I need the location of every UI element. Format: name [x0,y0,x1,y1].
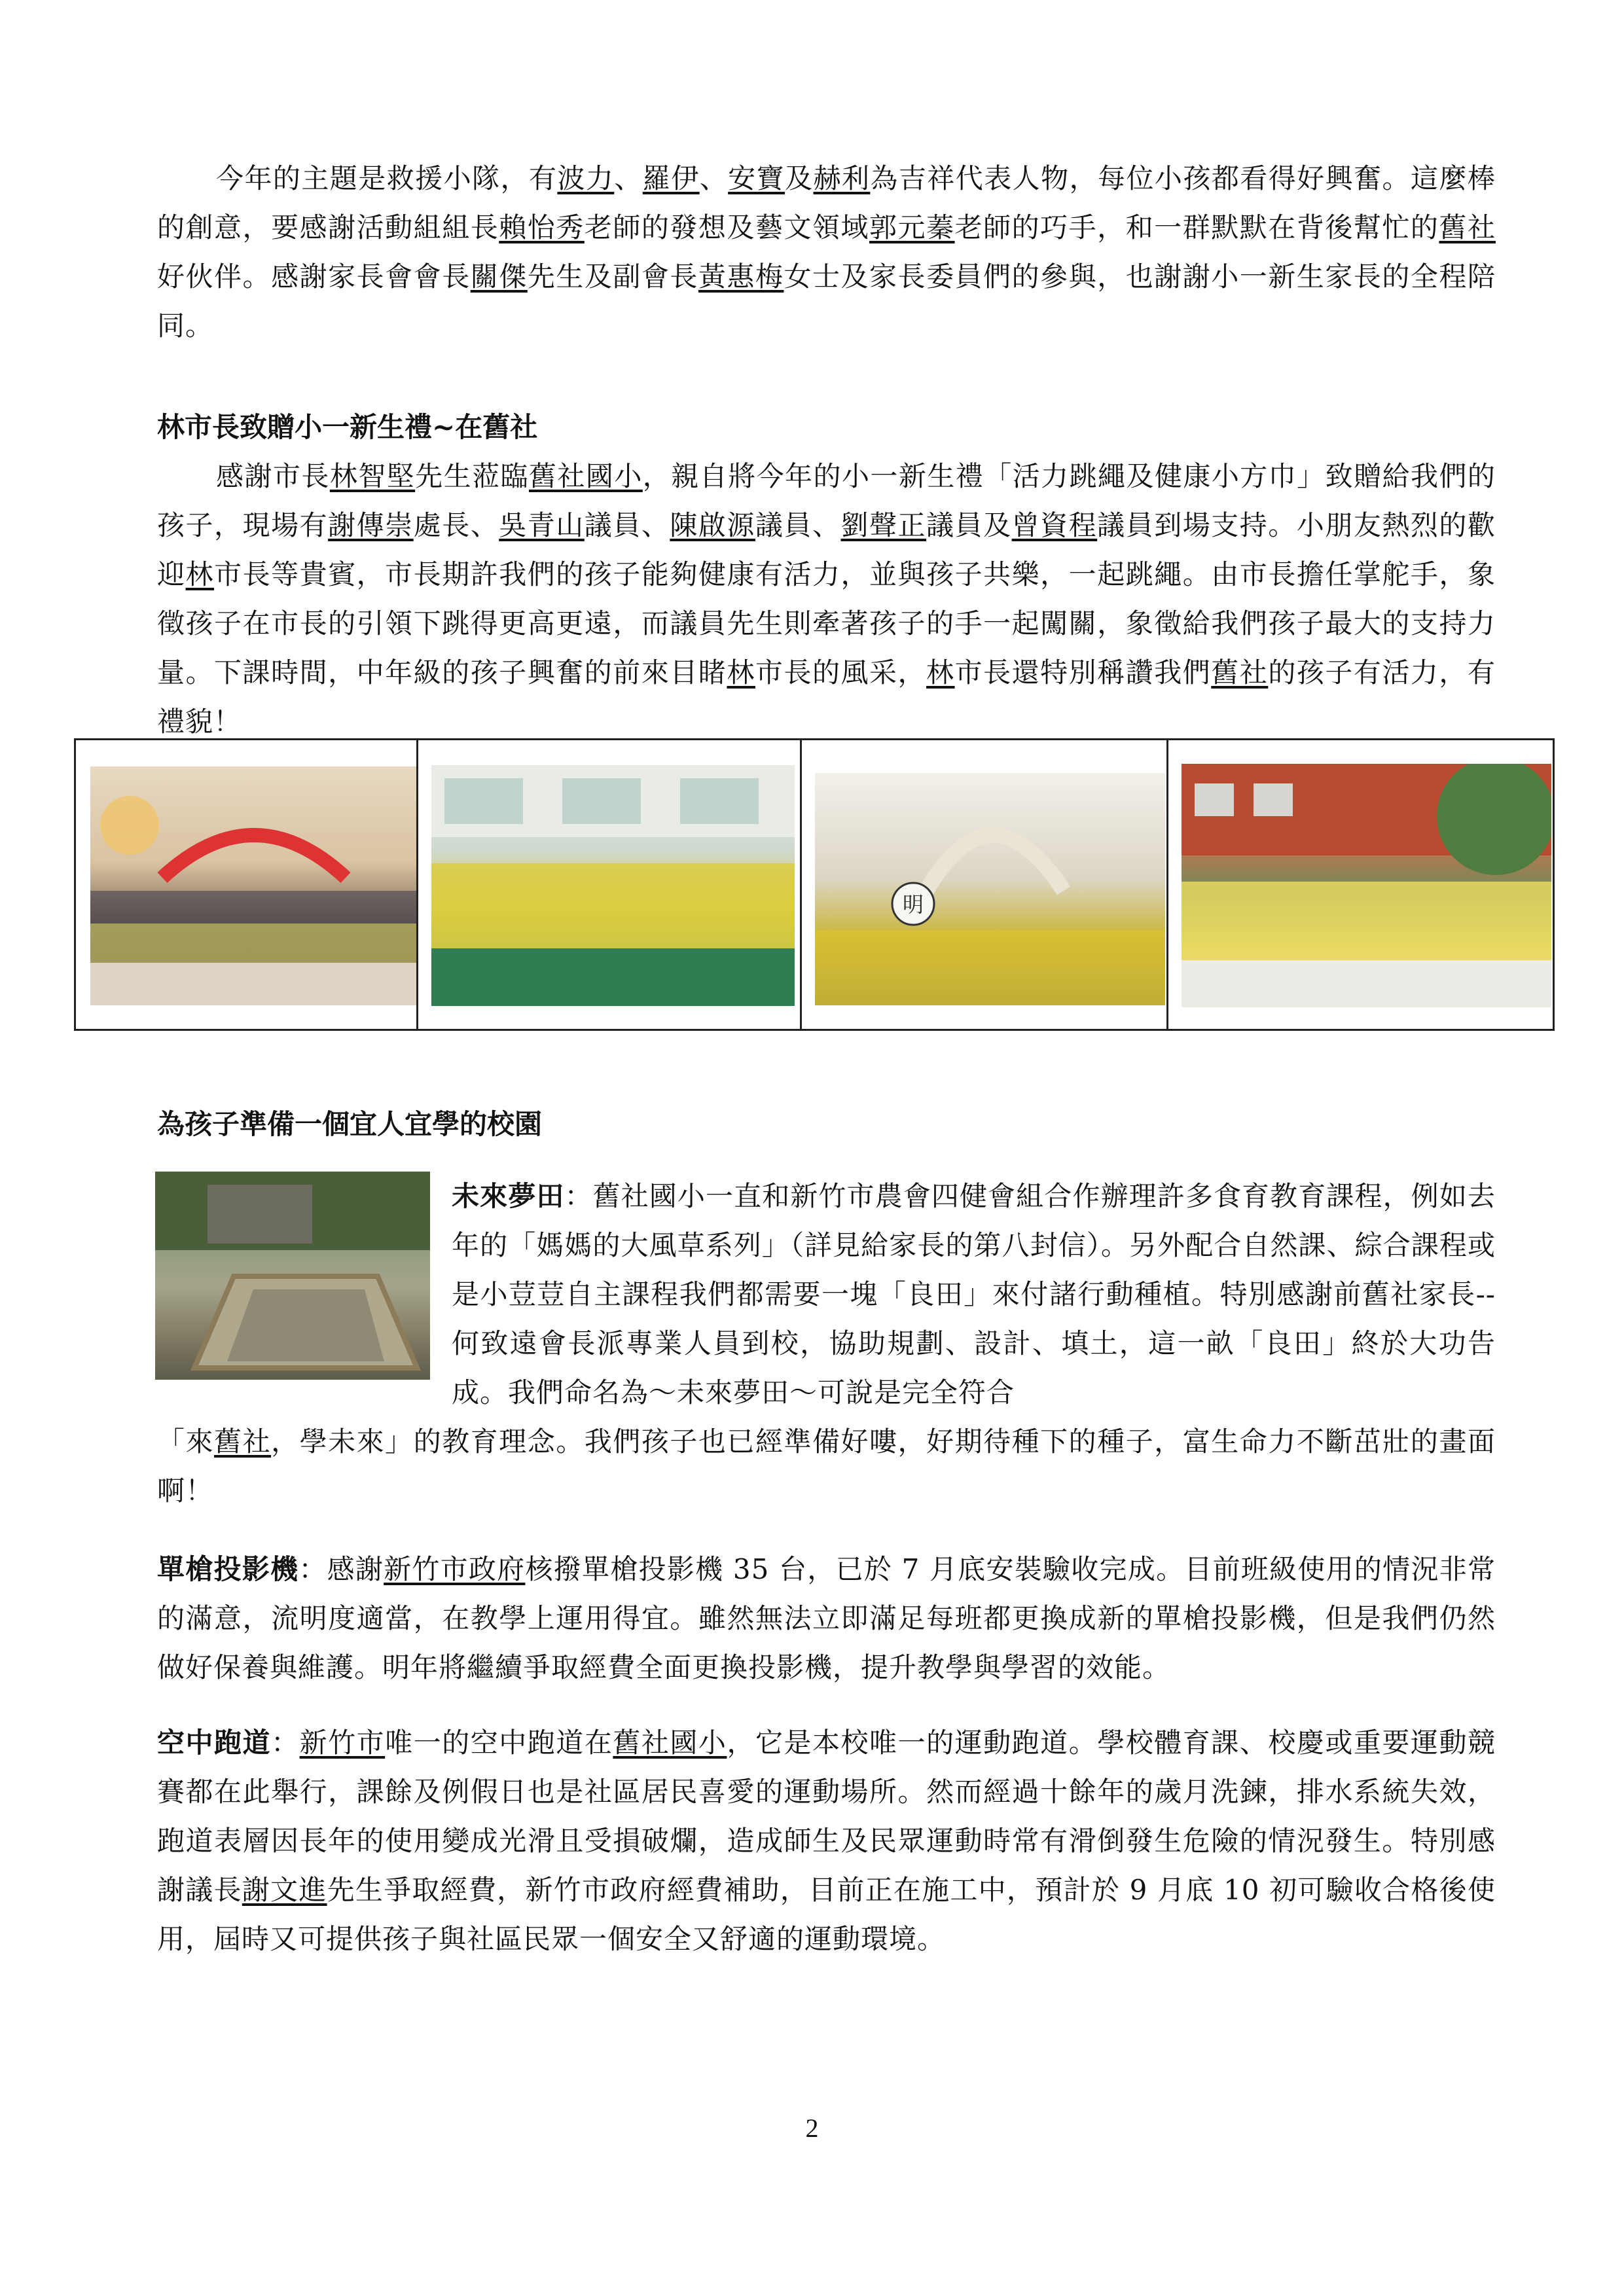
photo-outdoor-group-drawing [1182,764,1551,1007]
photo-table [74,738,1555,1031]
photo-gym-crowd-drawing [431,765,795,1006]
photo-cell-3 [800,740,1166,1029]
photo-outdoor-group [1182,764,1551,1007]
photo-garden [155,1172,430,1380]
photo-cell-4 [1166,740,1553,1029]
section-heading-mayor-gift: 林市長致贈小一新生禮~在舊社 [157,411,538,443]
photo-cell-1 [76,740,416,1029]
photo-group-arch [90,766,416,1005]
projector-text: ：感謝新竹市政府核撥單槍投影機 35 台，已於 7 月底安裝驗收完成。目前班級使用的情況非常的滿意，流明度適當，在教學上運用得宜。雖然無法立即滿足每班都更換成新的單槍投影機，但是我們仍然做好保養與維護。明年將繼續爭取經費全面更換投影機，提升教學與學習的效能。 [157,1553,1496,1683]
projector-paragraph [157,1545,1496,1692]
track-paragraph [157,1718,1496,1964]
track-lead: 空中跑道 [157,1727,272,1759]
photo-gym-crowd [431,765,795,1006]
photo-arch-children-drawing [815,773,1165,1005]
photo-arch-children [815,773,1165,1005]
mayor-gift-paragraph: 感謝市長林智堅先生蒞臨舊社國小，親自將今年的小一新生禮「活力跳繩及健康小方巾」致贈給我們的孩子，現場有謝傳崇處長、吳青山議員、陳啟源議員、劉聲正議員及曾資程議員到場支持。小朋友熱烈的歡迎林市長等貴賓，市長期許我們的孩子能夠健康有活力，並與孩子共樂，一起跳繩。由市長擔任掌舵手，象徵孩子在市長的引領下跳得更高更遠，而議員先生則牽著孩子的手一起闖關，象徵給我們孩子最大的支持力量。下課時間，中年級的孩子興奮的前來目睹林市長的風采，林市長還特別稱讚我們舊社的孩子有活力，有禮貌！ [157,460,1496,738]
garden-lead: 未來夢田 [452,1180,565,1212]
section-heading-campus: 為孩子準備一個宜人宜學的校園 [157,1108,543,1140]
garden-text: ：舊社國小一直和新竹市農會四健會組合作辦理許多食育教育課程，例如去年的「媽媽的大風草系列」（詳見給家長的第八封信）。另外配合自然課、綜合課程或是小荳荳自主課程我們都需要一塊「良田」來付諸行動種植。特別感謝前舊社家長--何致遠會長派專業人員到校，協助規劃、設計、填土，這一畝「良田」終於大功告成。我們命名為～未來夢田～可說是完全符合 [452,1180,1496,1408]
photo-sign-text: 明 [902,892,924,917]
projector-lead: 單槍投影機 [157,1553,299,1585]
garden-paragraph [452,1172,1496,1417]
photo-cell-2 [416,740,800,1029]
intro-paragraph: 今年的主題是救援小隊，有波力、羅伊、安寶及赫利為吉祥代表人物，每位小孩都看得好興奮。這麼棒的創意，要感謝活動組組長賴怡秀老師的發想及藝文領域郭元蓁老師的巧手，和一群默默在背後幫忙的舊社好伙伴。感謝家長會會長關傑先生及副會長黃惠梅女士及家長委員們的參與，也謝謝小一新生家長的全程陪同。 [157,162,1496,342]
track-text: ：新竹市唯一的空中跑道在舊社國小，它是本校唯一的運動跑道。學校體育課、校慶或重要運動競賽都在此舉行，課餘及例假日也是社區居民喜愛的運動場所。然而經過十餘年的歲月洗鍊，排水系統失效，跑道表層因長年的使用變成光滑且受損破爛，造成師生及民眾運動時常有滑倒發生危險的情況發生。特別感謝議長謝文進先生爭取經費，新竹市政府經費補助，目前正在施工中，預計於 9 月底 10 初可驗收合格後使用，屆時又可提供孩子與社區民眾一個安全又舒適的運動環境。 [157,1727,1496,1955]
page-number: 2 [805,2113,819,2143]
photo-group-arch-drawing [90,766,416,1005]
garden-paragraph-tail: 「來舊社，學未來」的教育理念。我們孩子也已經準備好嘍，好期待種下的種子，富生命力不斷茁壯的畫面啊！ [157,1426,1496,1507]
photo-garden-drawing [155,1172,430,1380]
